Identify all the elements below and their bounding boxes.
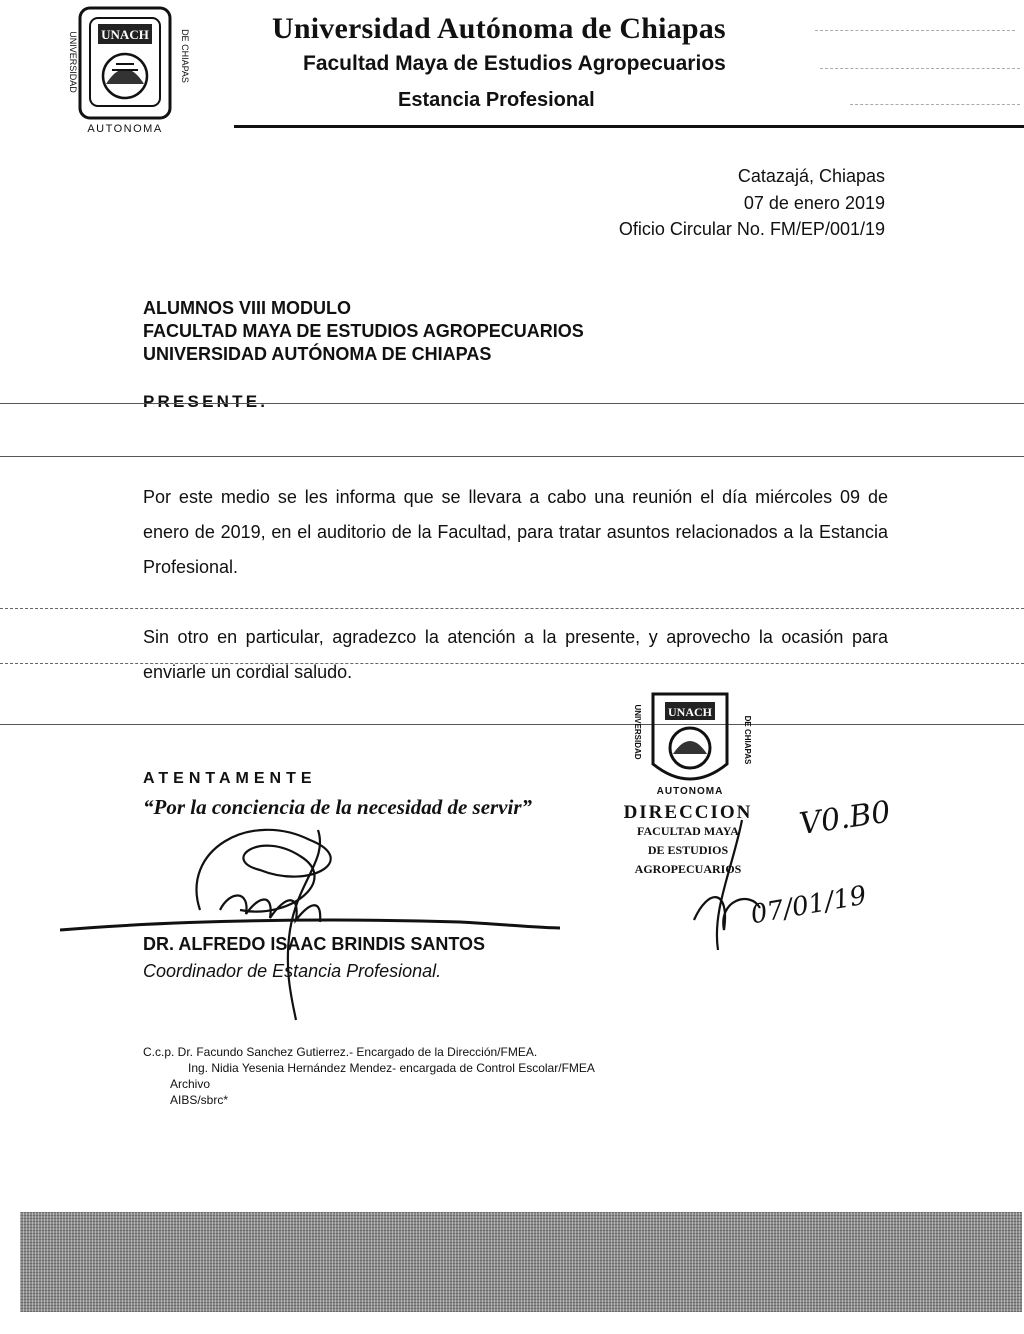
cc-line: Ing. Nidia Yesenia Hernández Mendez- encargada de Control Escolar/FMEA — [188, 1061, 595, 1075]
body-paragraph: Sin otro en particular, agradezco la atención a la presente, y aprovecho la ocasión para enviarle un cordial saludo. — [143, 627, 888, 682]
university-name: Universidad Autónoma de Chiapas — [272, 12, 726, 45]
stamp-line: DE ESTUDIOS AGROPECUARIOS — [634, 843, 742, 876]
closing: ATENTAMENTE — [143, 770, 317, 787]
motto: “Por la conciencia de la necesidad de servir” — [143, 795, 533, 819]
svg-text:UNIVERSIDAD: UNIVERSIDAD — [68, 31, 78, 93]
handwritten-date: 07/01/19 — [748, 880, 869, 931]
svg-text:UNIVERSIDAD: UNIVERSIDAD — [633, 704, 642, 760]
recipient-line: FACULTAD MAYA DE ESTUDIOS AGROPECUARIOS — [143, 321, 584, 341]
handwritten-approval — [600, 790, 930, 960]
scan-noise — [850, 104, 1020, 105]
svg-text:DE CHIAPAS: DE CHIAPAS — [180, 29, 190, 83]
carbon-copy-list — [143, 1044, 595, 1108]
salutation: PRESENTE. — [143, 392, 269, 411]
body-paragraph: Por este medio se les informa que se llevara a cabo una reunión el día miércoles 09 de enero de 2019, en el auditorio de la Facultad, para tratar asuntos relacionados a la Estancia Profesional. — [143, 487, 888, 577]
scan-line — [0, 608, 1024, 609]
signer-name: DR. ALFREDO ISAAC BRINDIS SANTOS — [143, 934, 486, 954]
recipient-line: UNIVERSIDAD AUTÓNOMA DE CHIAPAS — [143, 344, 492, 364]
header-rule — [234, 125, 1024, 128]
svg-text:AUTONOMA: AUTONOMA — [87, 123, 163, 135]
svg-text:AUTONOMA: AUTONOMA — [656, 786, 724, 797]
scan-line — [0, 403, 1024, 404]
svg-text:UNACH: UNACH — [101, 27, 149, 42]
cc-line: AIBS/sbrc* — [170, 1093, 229, 1107]
cc-line: Archivo — [170, 1077, 211, 1091]
scan-line — [0, 456, 1024, 457]
date: 07 de enero 2019 — [743, 192, 885, 213]
reference-number: Oficio Circular No. FM/EP/001/19 — [618, 219, 885, 239]
footer-band — [20, 1212, 1022, 1312]
recipient-block — [143, 297, 584, 366]
program-name: Estancia Profesional — [398, 89, 595, 111]
stamp-line: FACULTAD MAYA — [637, 824, 739, 838]
svg-text:DE CHIAPAS: DE CHIAPAS — [743, 715, 752, 765]
stamp-line: DIRECCION — [623, 802, 753, 823]
svg-text:UNACH: UNACH — [668, 705, 712, 719]
signature-scribble — [60, 770, 620, 1030]
city: Catazajá, Chiapas — [737, 166, 885, 186]
scan-line — [0, 724, 1024, 725]
scan-noise — [820, 68, 1020, 69]
cc-line: C.c.p. Dr. Facundo Sanchez Gutierrez.- Encargado de la Dirección/FMEA. — [143, 1045, 538, 1059]
place-date-block — [619, 163, 885, 243]
recipient-line: ALUMNOS VIII MODULO — [143, 298, 351, 318]
direction-stamp-crest — [625, 690, 755, 798]
university-crest-logo — [56, 6, 196, 140]
signer-role: Coordinador de Estancia Profesional. — [143, 961, 442, 981]
handwritten-note: V0.B0 — [797, 794, 893, 843]
faculty-name: Facultad Maya de Estudios Agropecuarios — [303, 52, 726, 75]
scan-noise — [815, 30, 1015, 31]
